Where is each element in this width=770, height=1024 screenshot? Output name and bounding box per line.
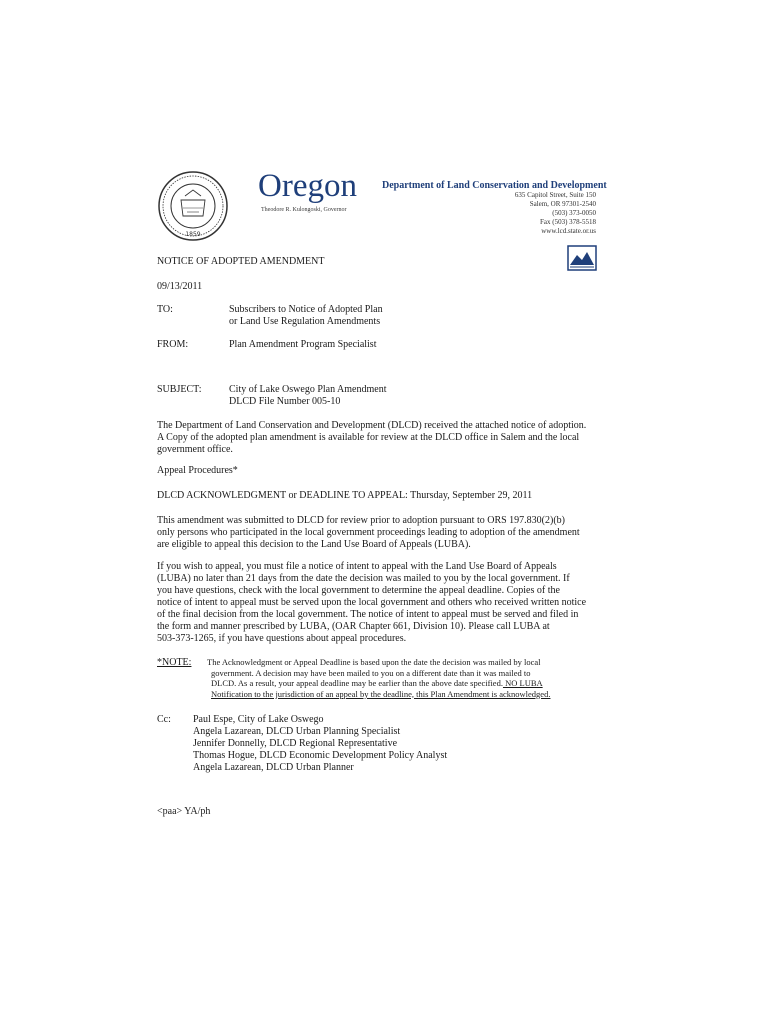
from-label: FROM:	[157, 339, 189, 350]
department-name: Department of Land Conservation and Development	[382, 180, 607, 191]
appeal-paragraph	[157, 561, 586, 645]
note-line: Notification to the jurisdiction of an appeal by the deadline, this Plan Amendment is acknowledged.	[211, 688, 551, 699]
dlcd-logo-icon	[567, 245, 597, 271]
to-line: Subscribers to Notice of Adopted Plan	[229, 304, 383, 315]
note-no-luba: NO LUBA	[502, 678, 543, 688]
cc-item: Angela Lazarean, DLCD Urban Planner	[193, 762, 354, 773]
submitted-line: are eligible to appeal this decision to the Land Use Board of Appeals (LUBA).	[157, 539, 471, 550]
state-seal-icon	[157, 170, 229, 242]
intro-paragraph	[157, 420, 586, 456]
appeal-line: notice of intent to appeal must be served upon the local government and others who received written notice	[157, 597, 587, 608]
notice-title: NOTICE OF ADOPTED AMENDMENT	[157, 256, 325, 267]
appeal-line: the form and manner prescribed by LUBA, (OAR Chapter 661, Division 10). Please call LUBA at	[157, 621, 550, 632]
intro-line: The Department of Land Conservation and Development (DLCD) received the attached notice of adoption.	[157, 420, 587, 431]
intro-line: government office.	[157, 444, 233, 455]
website-link: www.lcd.state.or.us	[541, 227, 596, 235]
governor-name: Theodore R. Kulongoski, Governor	[261, 207, 347, 213]
submitted-line: only persons who participated in the local government proceedings leading to adoption of the amendment	[157, 527, 580, 538]
deadline-line: DLCD ACKNOWLEDGMENT or DEADLINE TO APPEAL: Thursday, September 29, 2011	[157, 490, 533, 501]
footer-initials: <paa> YA/ph	[157, 806, 211, 817]
svg-text:1859: 1859	[185, 231, 201, 238]
appeal-line: of the final decision from the local government. The notice of intent to appeal must be served and filed in	[157, 609, 579, 620]
intro-line: A Copy of the adopted plan amendment is available for review at the DLCD office in Salem and the local	[157, 432, 580, 443]
phone-line: (503) 373-0050	[552, 209, 596, 217]
from-value: Plan Amendment Program Specialist	[229, 339, 377, 350]
fax-line: Fax (503) 378-5518	[540, 218, 596, 226]
cc-item: Angela Lazarean, DLCD Urban Planning Specialist	[193, 726, 401, 737]
note-block	[207, 657, 550, 699]
note-line: government. A decision may have been mailed to you on a different date than it was mailed to	[211, 667, 531, 678]
subject-line: DLCD File Number 005-10	[229, 396, 341, 407]
cc-item: Thomas Hogue, DLCD Economic Development Policy Analyst	[193, 750, 448, 761]
to-label: TO:	[157, 304, 173, 315]
submitted-paragraph	[157, 515, 580, 551]
address-line: 635 Capitol Street, Suite 150	[514, 191, 596, 199]
appeal-line: 503-373-1265, if you have questions about appeal procedures.	[157, 633, 407, 644]
note-line: DLCD. As a result, your appeal deadline may be earlier than the above date specified.	[211, 678, 503, 688]
to-line: or Land Use Regulation Amendments	[229, 316, 381, 327]
submitted-line: This amendment was submitted to DLCD for review prior to adoption pursuant to ORS 197.830(2)(b)	[157, 515, 565, 526]
subject-label: SUBJECT:	[157, 384, 202, 395]
cc-label: Cc:	[157, 714, 171, 725]
cc-item: Paul Espe, City of Lake Oswego	[193, 714, 324, 725]
appeal-line: you have questions, check with the local government to determine the appeal deadline. Copies of the	[157, 585, 560, 596]
note-line-3	[207, 678, 550, 689]
notice-date: 09/13/2011	[157, 281, 203, 292]
brand-wordmark: Oregon	[258, 168, 357, 204]
cc-item: Jennifer Donnelly, DLCD Regional Representative	[193, 738, 398, 749]
address-line: Salem, OR 97301-2540	[529, 200, 596, 208]
note-label: *NOTE:	[157, 657, 192, 668]
appeal-heading: Appeal Procedures*	[157, 465, 238, 476]
appeal-line: (LUBA) no later than 21 days from the date the decision was mailed to you by the local government. If	[157, 573, 570, 584]
cc-list	[193, 714, 447, 774]
note-line: The Acknowledgment or Appeal Deadline is based upon the date the decision was mailed by local	[207, 657, 541, 667]
subject-line: City of Lake Oswego Plan Amendment	[229, 384, 387, 395]
appeal-line: If you wish to appeal, you must file a notice of intent to appeal with the Land Use Board of Appeals	[157, 561, 557, 572]
